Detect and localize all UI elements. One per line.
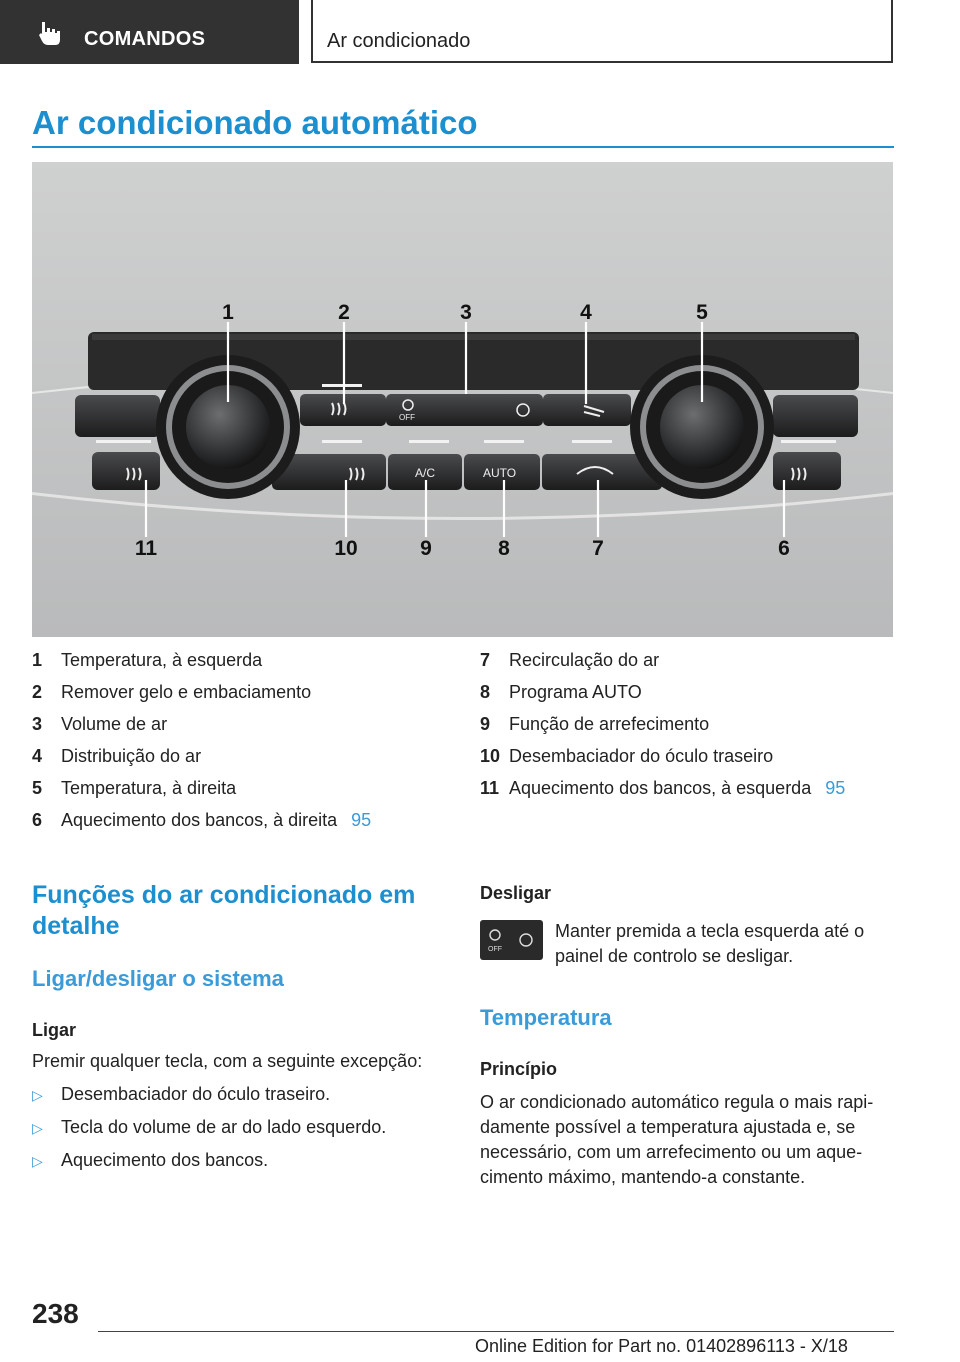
list-item: ▷ Aquecimento dos bancos. — [32, 1150, 269, 1170]
callout-5: 5 — [696, 301, 708, 324]
temperature-heading: Temperatura — [480, 1005, 612, 1030]
callout-1: 1 — [222, 301, 234, 324]
list-item: ▷ Desembaciador do óculo traseiro. — [32, 1084, 331, 1104]
principle-line: necessário, com um arrefecimento ou um aque- — [480, 1142, 863, 1162]
on-heading: Ligar — [32, 1020, 77, 1040]
bullet-triangle-icon: ▷ — [32, 1153, 43, 1169]
list-item: ▷ Tecla do volume de ar do lado esquerdo. — [32, 1117, 387, 1137]
subsection-heading: Ligar/desligar o sistema — [32, 966, 284, 991]
principle-heading: Princípio — [480, 1059, 558, 1079]
off-heading: Desligar — [480, 883, 552, 903]
footer-rule — [98, 1331, 894, 1332]
legend-item: 6 Aquecimento dos bancos, à direita 95 — [32, 810, 372, 830]
legend-item: 9 Função de arrefecimento — [480, 714, 710, 734]
legend-left — [32, 650, 462, 842]
callout-6: 6 — [778, 537, 790, 560]
section-title: COMANDOS — [84, 28, 206, 50]
climate-control-panel-figure — [32, 162, 893, 637]
edition-note: Online Edition for Part no. 01402896113 - X/18 — [475, 1336, 848, 1356]
principle-line: damente possível a temperatura ajustada e, se — [480, 1117, 856, 1137]
legend-item: 4 Distribuição do ar — [32, 746, 202, 766]
legend-item: 5 Temperatura, à direita — [32, 778, 237, 798]
title-rule — [32, 146, 894, 148]
page-reference-link[interactable]: 95 — [825, 778, 846, 798]
page-number: 238 — [32, 1298, 79, 1329]
off-text-line-2: painel de controlo se desligar. — [555, 946, 794, 966]
pointing-hand-icon — [36, 18, 70, 48]
callout-8: 8 — [498, 537, 510, 560]
legend-item: 7 Recirculação do ar — [480, 650, 660, 670]
chapter-title: Ar condicionado — [327, 30, 471, 52]
section-heading: Funções do ar condicionado em detalhe — [32, 881, 416, 940]
callout-10: 10 — [334, 537, 358, 560]
bullet-triangle-icon: ▷ — [32, 1120, 43, 1136]
principle-line: O ar condicionado automático regula o mais rapi- — [480, 1092, 874, 1112]
legend-item: 3 Volume de ar — [32, 714, 168, 734]
off-icon-label: OFF — [488, 946, 502, 953]
chapter-tab — [311, 0, 893, 63]
legend-item: 1 Temperatura, à esquerda — [32, 650, 263, 670]
callout-4: 4 — [580, 301, 592, 324]
off-text-line-1: Manter premida a tecla esquerda até o — [555, 921, 865, 941]
callout-11: 11 — [134, 537, 158, 560]
callout-7: 7 — [592, 537, 604, 560]
ac-label: A/C — [415, 466, 436, 480]
section-tab — [0, 0, 299, 64]
callout-3: 3 — [460, 301, 472, 324]
bullet-triangle-icon: ▷ — [32, 1087, 43, 1103]
callout-9: 9 — [420, 537, 432, 560]
on-text: Premir qualquer tecla, com a seguinte excepção: — [32, 1051, 423, 1071]
legend-item: 2 Remover gelo e embaciamento — [32, 682, 312, 702]
legend-item: 10 Desembaciador do óculo traseiro — [480, 746, 774, 766]
legend-item: 11 Aquecimento dos bancos, à esquerda 95 — [480, 778, 846, 798]
legend-item: 8 Programa AUTO — [480, 682, 642, 702]
auto-label: AUTO — [483, 466, 517, 480]
page-reference-link[interactable]: 95 — [351, 810, 372, 830]
callout-2: 2 — [338, 301, 350, 324]
fan-off-label: OFF — [399, 413, 415, 422]
legend-right — [480, 650, 910, 810]
page-title: Ar condicionado automático — [32, 104, 478, 141]
fan-off-button-icon — [480, 920, 543, 960]
principle-line: cimento máximo, mantendo-a constante. — [480, 1167, 806, 1187]
